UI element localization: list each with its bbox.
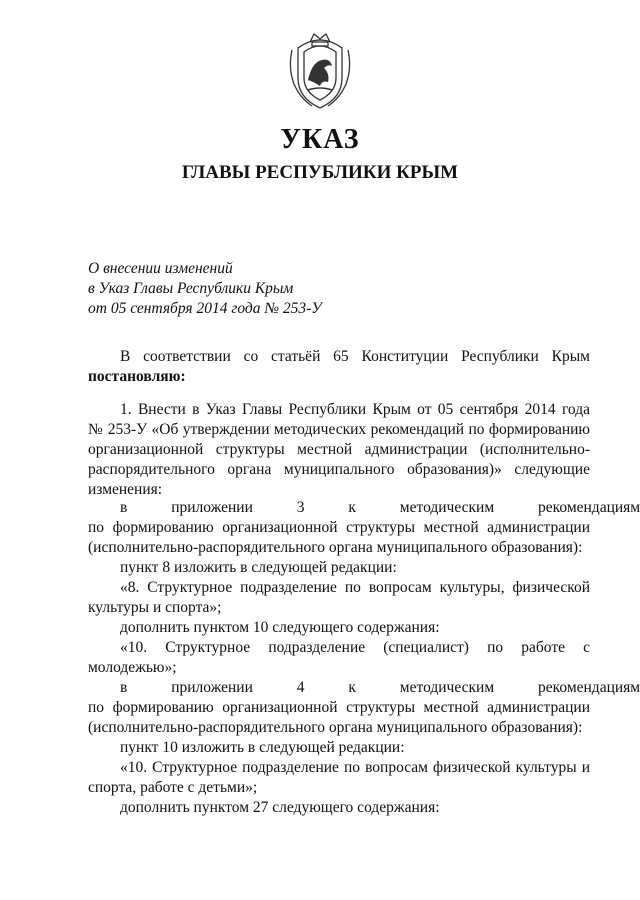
preamble-line: В соответствии со статьёй 65 Конституции Республики Крым [120,348,590,365]
change-line: спорта, работе с детьми»; [88,779,258,796]
item-1-line: 1. Внести в Указ Главы Республики Крым от 05 сентября 2014 года [120,401,590,418]
document-subject [88,259,322,319]
change-line: молодежью»; [88,659,177,676]
document-subtitle: ГЛАВЫ РЕСПУБЛИКИ КРЫМ [181,162,459,183]
change-line: дополнить пунктом 10 следующего содержания: [120,619,440,636]
item-1-line: распорядительного органа муниципального образования)» следующие [88,461,590,478]
appendix-4-changes [88,738,590,818]
change-line: культуры и спорта»; [88,599,222,616]
preamble-paragraph [88,347,590,387]
appendix-4-line: по формированию организационной структуры местной администрации [88,699,590,716]
subject-line: в Указ Главы Республики Крым [88,280,294,297]
subject-line: О внесении изменений [88,260,233,277]
preamble-decree-word: постановляю: [88,368,186,385]
appendix-3-line: по формированию организационной структуры местной администрации [88,519,590,536]
appendix-4-line: (исполнительно-распорядительного органа муниципального образования): [88,719,583,736]
coat-of-arms-emblem-icon [284,28,356,112]
change-line: пункт 8 изложить в следующей редакции: [120,559,397,576]
change-line: «10. Структурное подразделение по вопросам физической культуры и [120,759,590,776]
item-1-line: изменения: [88,481,163,498]
change-line: пункт 10 изложить в следующей редакции: [120,739,405,756]
appendix-4-paragraph [88,678,640,738]
change-line: дополнить пунктом 27 следующего содержания: [120,799,440,816]
document-title: УКАЗ [280,124,360,155]
appendix-3-paragraph [88,498,640,558]
change-line: «10. Структурное подразделение (специалист) по работе с [120,639,590,656]
change-line: «8. Структурное подразделение по вопросам культуры, физической [120,579,590,596]
subject-line: от 05 сентября 2014 года № 253-У [88,300,322,317]
appendix-3-changes [88,558,590,678]
appendix-3-line: (исполнительно-распорядительного органа муниципального образования): [88,539,583,556]
appendix-4-line: в приложении 4 к методическим рекомендациям [120,679,640,696]
item-1-line: № 253-У «Об утверждении методических рекомендаций по формированию [88,421,590,438]
item-1-paragraph [88,400,590,500]
appendix-3-line: в приложении 3 к методическим рекомендациям [120,499,640,516]
item-1-line: организационной структуры местной администрации (исполнительно- [88,441,590,458]
